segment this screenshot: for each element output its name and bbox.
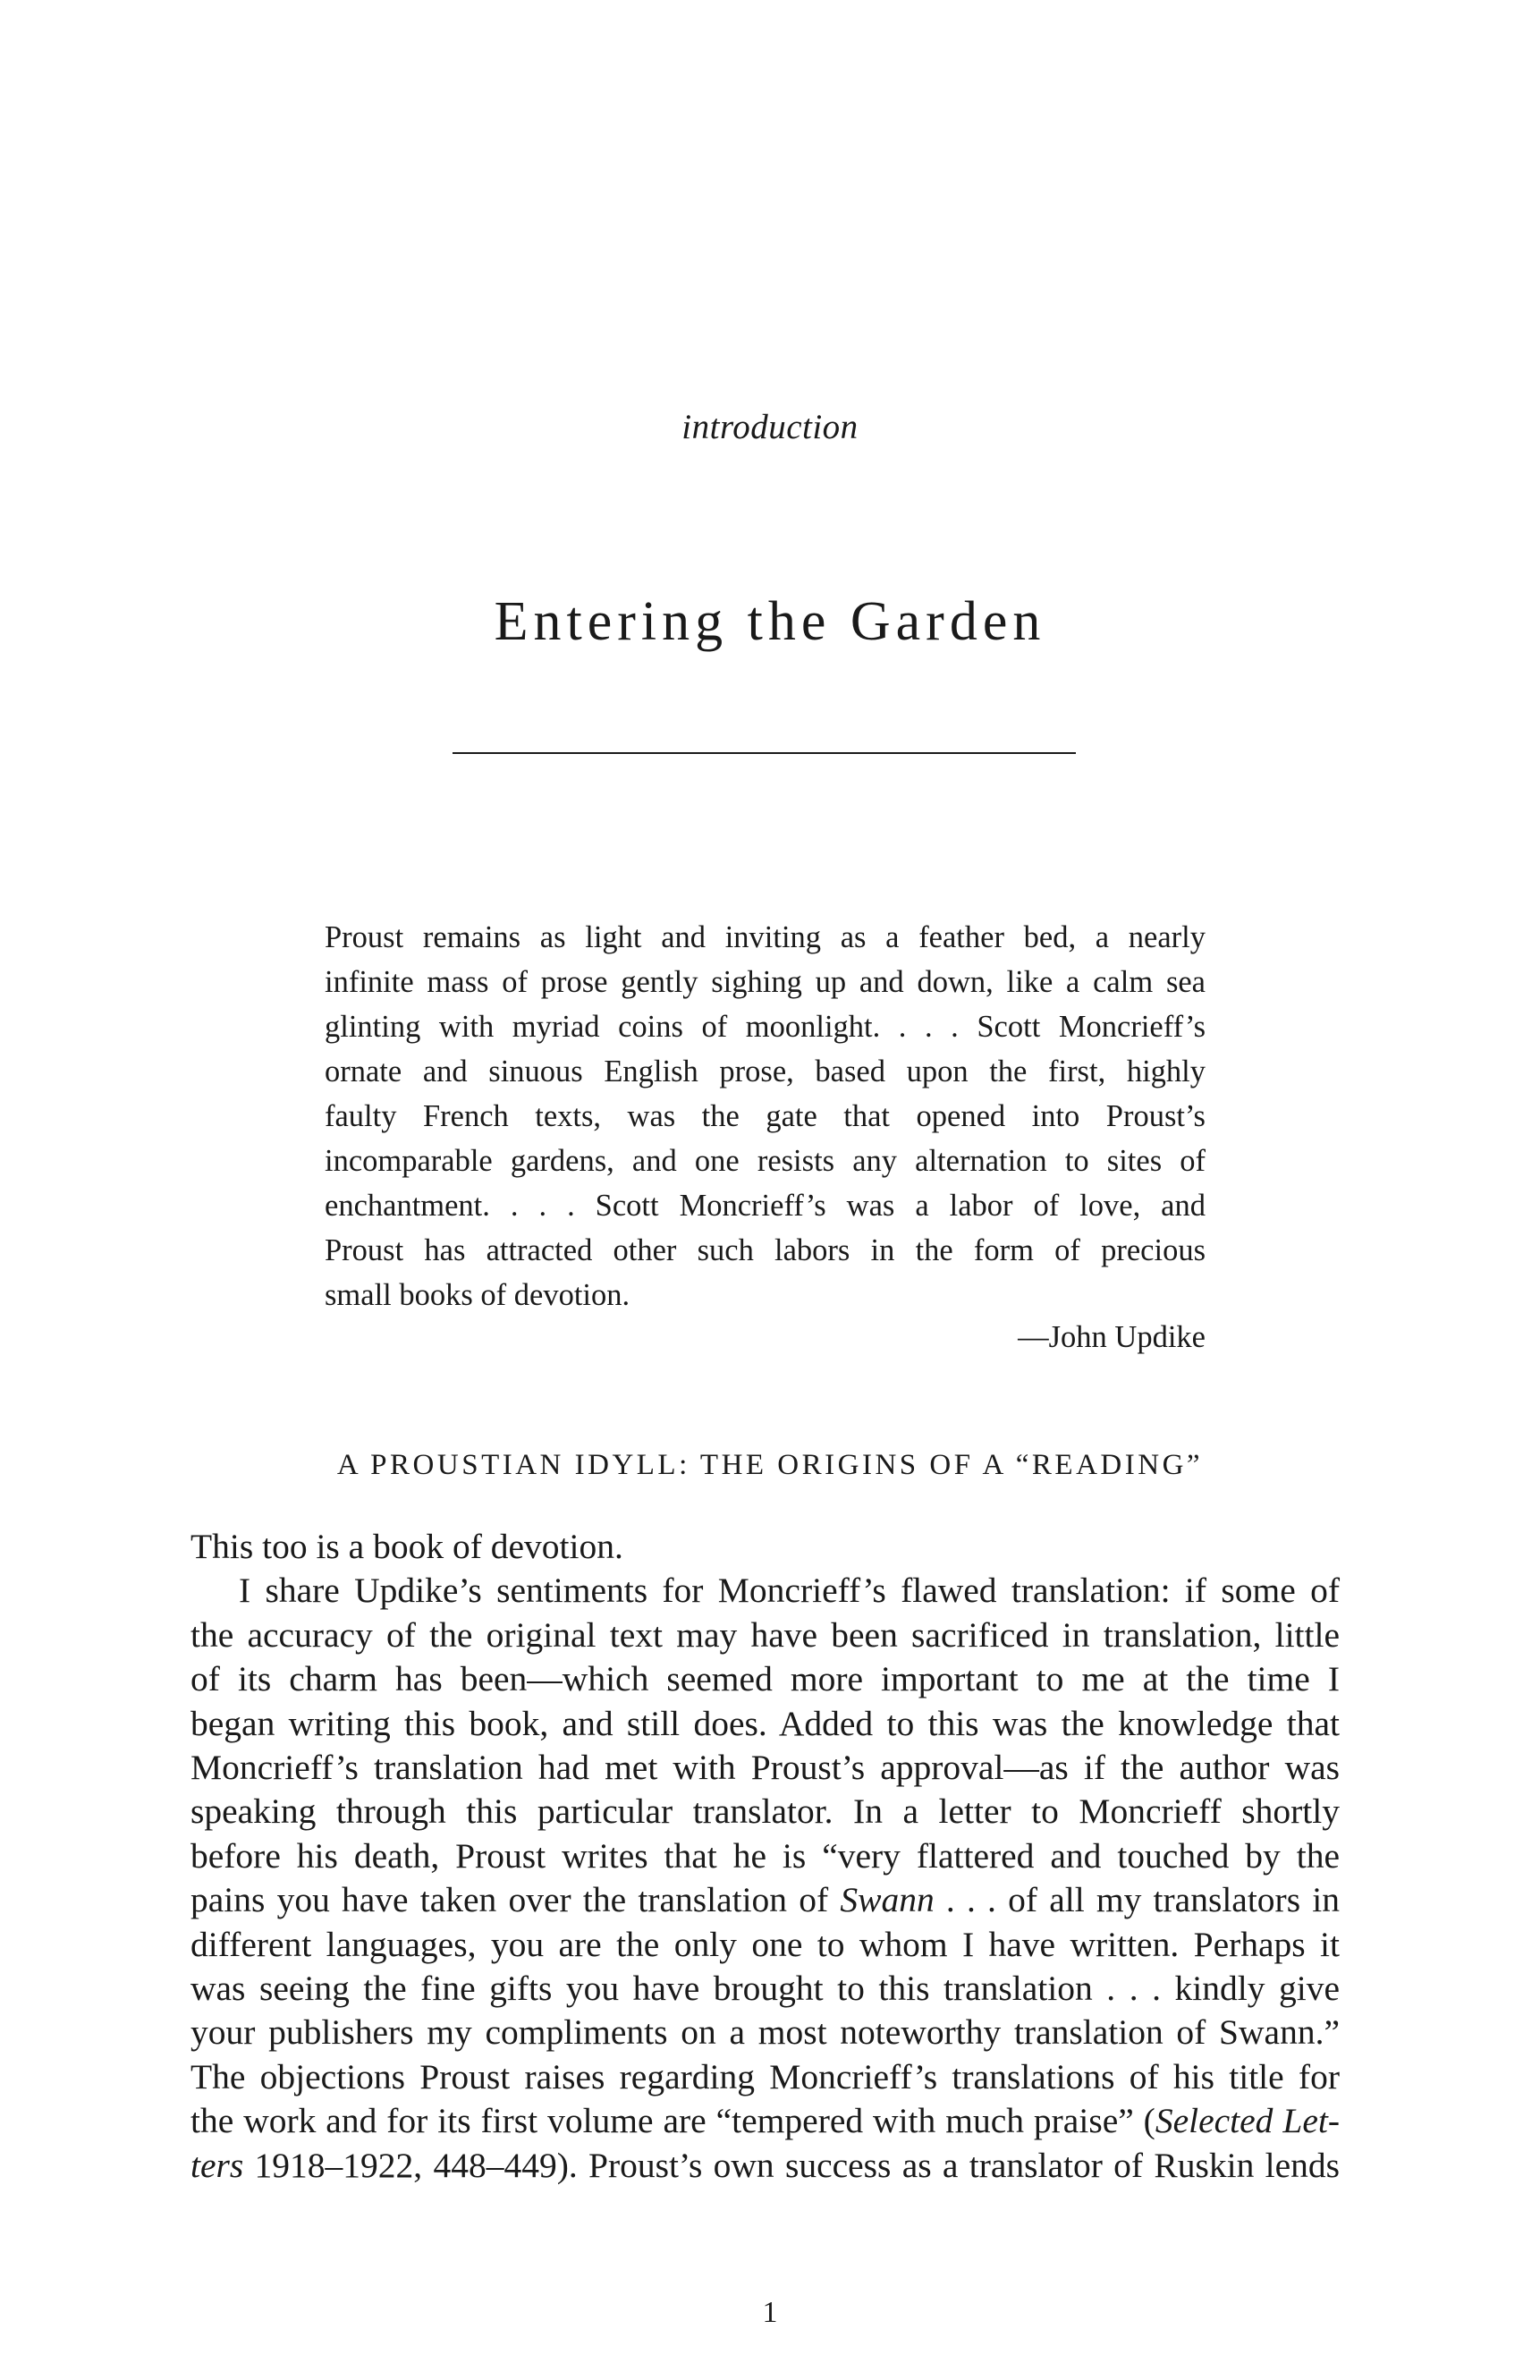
epigraph-line: incomparable gardens, and one resists any alternation to sites of bbox=[325, 1144, 1206, 1178]
body-text-run: . . . of all my translators in bbox=[934, 1880, 1340, 1920]
body-line: before his death, Proust writes that he is “very flattered and touched by the bbox=[190, 1835, 1340, 1876]
body-text-run: pains you have taken over the translation of bbox=[190, 1880, 841, 1920]
body-text-run: 1918–1922, 448–449). Proust’s own success as a translator of Ruskin lends bbox=[243, 2145, 1340, 2185]
epigraph-line: Proust has attracted other such labors in the form of precious bbox=[325, 1233, 1206, 1267]
body-line: different languages, you are the only one to whom I have written. Perhaps it bbox=[190, 1924, 1340, 1964]
body-line: of its charm has been—which seemed more important to me at the time I bbox=[190, 1659, 1340, 1699]
body-line: was seeing the fine gifts you have brought to this translation . . . kindly give bbox=[190, 1969, 1340, 2009]
epigraph-attribution: —John Updike bbox=[1018, 1320, 1206, 1354]
epigraph-line: Proust remains as light and inviting as a feather bed, a nearly bbox=[325, 920, 1206, 954]
title-divider bbox=[453, 752, 1076, 754]
body-line: The objections Proust raises regarding Moncrieff’s translations of his title for bbox=[190, 2056, 1340, 2096]
body-line bbox=[190, 2099, 1340, 2143]
section-heading: A PROUSTIAN IDYLL: THE ORIGINS OF A “READING” bbox=[336, 1449, 1204, 1481]
body-line bbox=[190, 1878, 1340, 1922]
body-line: began writing this book, and still does. Added to this was the knowledge that bbox=[190, 1703, 1340, 1743]
chapter-title: Entering the Garden bbox=[494, 591, 1046, 652]
body-line: the accuracy of the original text may have been sacrificed in translation, little bbox=[190, 1614, 1340, 1655]
body-line: I share Updike’s sentiments for Moncrieff’s flawed translation: if some of bbox=[239, 1571, 1340, 1611]
epigraph-line: faulty French texts, was the gate that opened into Proust’s bbox=[325, 1099, 1206, 1133]
body-text-run: the work and for its first volume are “tempered with much praise” ( bbox=[190, 2101, 1155, 2141]
epigraph-line: enchantment. . . . Scott Moncrieff’s was a labor of love, and bbox=[325, 1189, 1206, 1223]
page-number: 1 bbox=[762, 2296, 778, 2329]
section-label: introduction bbox=[681, 408, 859, 446]
epigraph-line: ornate and sinuous English prose, based upon the first, highly bbox=[325, 1054, 1206, 1088]
body-line: your publishers my compliments on a most noteworthy translation of Swann.” bbox=[190, 2012, 1340, 2053]
italic-title: ters bbox=[190, 2145, 244, 2185]
epigraph-line: small books of devotion. bbox=[325, 1278, 630, 1312]
epigraph-line: infinite mass of prose gently sighing up and down, like a calm sea bbox=[325, 965, 1206, 999]
body-text bbox=[190, 1525, 1340, 2188]
body-line: Moncrieff’s translation had met with Proust’s approval—as if the author was bbox=[190, 1748, 1340, 1788]
body-line: speaking through this particular translator. In a letter to Moncrieff shortly bbox=[190, 1791, 1340, 1832]
italic-title: Swann bbox=[840, 1880, 935, 1920]
epigraph-line: glinting with myriad coins of moonlight. . . . Scott Moncrieff’s bbox=[325, 1010, 1206, 1044]
body-line: This too is a book of devotion. bbox=[190, 1527, 623, 1566]
body-line bbox=[190, 2144, 1340, 2188]
italic-title: Selected Let- bbox=[1155, 2101, 1340, 2141]
epigraph bbox=[325, 915, 1206, 1317]
